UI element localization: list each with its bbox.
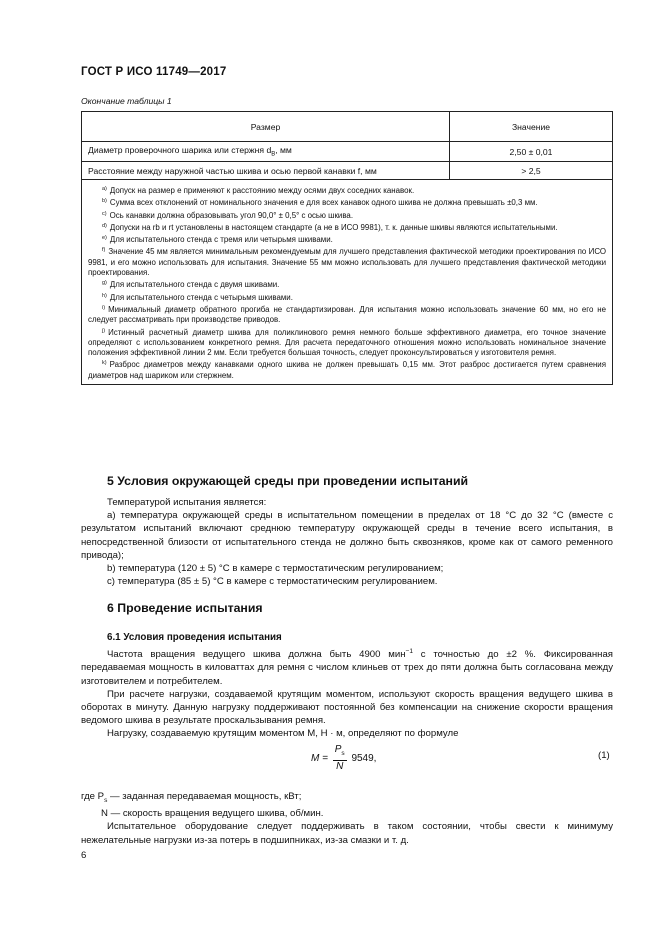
formula-fraction: $\frac{P_s}{N}$ bbox=[334, 744, 345, 772]
section-5-item-b: b) температура (120 ± 5) °С в камере с термостатическим регулированием; bbox=[107, 563, 444, 575]
col-size-header: Размер bbox=[82, 112, 450, 142]
table-row bbox=[82, 142, 613, 162]
note-c: $^{c)}$ Ось канавки должна образовывать угол 90,0° ± 0,5° с осью шкива. bbox=[102, 210, 354, 220]
paragraph-load: При расчете нагрузки, создаваемой крутящим моментом, используют скорость вращения ведущего шкива в оборотах в минуту. Данную нагрузку поддерживают постоянной без компенсации на снижение скорости вращения ведомого шкива в результате проскальзывания ремня. bbox=[81, 688, 613, 727]
note-a: $^{a)}$ Допуск на размер e применяют к расстоянию между осями двух соседних канавок. bbox=[102, 186, 415, 195]
note-i: $^{i)}$ Минимальный диаметр обратного прогиба не стандартизирован. Для испытания можно использовать значение 60 мм, но его не следует рассматривать при производстве приводов. bbox=[88, 304, 606, 325]
table-notes bbox=[82, 180, 613, 385]
spec-table bbox=[81, 111, 613, 385]
table-row bbox=[82, 162, 613, 180]
note-e: $^{e)}$ Для испытательного стенда с тремя или четырьмя шкивами. bbox=[102, 235, 333, 245]
section-5-item-c: c) температура (85 ± 5) °С в камере с термостатическим регулированием. bbox=[107, 576, 438, 588]
document-header: ГОСТ Р ИСО 11749—2017 bbox=[81, 66, 227, 78]
section-6-1-continued bbox=[81, 790, 613, 847]
note-d: $^{d)}$ Допуски на rb и rt установлены в настоящем стандарте (а не в ИСО 9981), т. к. данные шкивы являются испытательными. bbox=[102, 222, 558, 232]
where-ps: где $P_s$ — заданная передаваемая мощность, кВт; bbox=[81, 791, 302, 804]
note-b: $^{b)}$ Сумма всех отклонений от номинального значения e для всех канавок одного шкива не должна превышать ±0,3 мм. bbox=[102, 198, 538, 208]
table-caption: Окончание таблицы 1 bbox=[81, 96, 172, 106]
col-value-header: Значение bbox=[450, 112, 613, 142]
row-label: Диаметр проверочного шарика или стержня $d_B$, мм bbox=[82, 142, 450, 162]
section-5-title: 5 Условия окружающей среды при проведении испытаний bbox=[107, 474, 469, 488]
paragraph-equipment: Испытательное оборудование следует поддерживать в таком состоянии, чтобы свести к минимуму нежелательные нагрузки из-за потерь в подшипниках, из-за смазки и т. д. bbox=[81, 821, 613, 846]
page-number: 6 bbox=[81, 850, 87, 861]
table-header-row bbox=[82, 112, 613, 142]
table-notes-row bbox=[82, 180, 613, 385]
row-value: > 2,5 bbox=[450, 162, 613, 180]
section-5-item-a: a) температура окружающей среды в испытательном помещении в пределах от 18 °С до 32 °С (вместе с результатом испытаний включают среднюю температуру окружающей среды в течение всего испытания, в непосредственной близости от испытательного стенда не должно быть сквозняков, кроме как от самого ременного привода); bbox=[81, 510, 613, 561]
note-k: $^{k)}$ Разброс диаметров между канавками одного шкива не должен превышать 0,15 мм. Этот разброс достигается путем сравнения диаметров над шариком или стержнем. bbox=[88, 360, 606, 380]
section-6-1-body bbox=[81, 645, 613, 741]
note-h: $^{h)}$ Для испытательного стенда с четырьмя шкивами. bbox=[102, 292, 293, 302]
row-value: 2,50 ± 0,01 bbox=[450, 142, 613, 162]
section-5-intro: Температурой испытания является: bbox=[107, 497, 267, 508]
paragraph-formula-intro: Нагрузку, создаваемую крутящим моментом M, Н · м, определяют по формуле bbox=[107, 728, 459, 740]
formula-1: M = $\frac{P_s}{N}$ 9549, bbox=[311, 744, 377, 772]
section-5-body bbox=[81, 496, 613, 588]
note-f: $^{f)}$ Значение 45 мм является минимальным рекомендуемым для лучшего представления фактической методики проектирования по ИСО 9981, и его можно использовать для испытания. Значение 55 мм можно использовать для лучшего представления фактической методики проектирования. bbox=[88, 247, 606, 278]
note-g: $^{g)}$ Для испытательного стенда с двумя шкивами. bbox=[102, 280, 280, 290]
section-6-1-title: 6.1 Условия проведения испытания bbox=[107, 632, 282, 643]
equation-number: (1) bbox=[598, 750, 610, 761]
note-j: $^{j)}$ Истинный расчетный диаметр шкива для поликлинового ремня немного больше эффективного диаметра, его точное значение определяют с использованием конкретного ремня. Для расчета передаточного отношения можно использовать номинальное значение положения эффективной линии 2 мм. Если требуется большая точность, следует проконсультироваться у изготовителя ремня. bbox=[88, 327, 606, 358]
paragraph-speed: Частота вращения ведущего шкива должна быть 4900 мин$^{-1}$ с точностью до ±2 %. Фиксированная передаваемая мощность в киловаттах для ремня с числом клиньев от трех до пяти должна быть согласована между изготовителем и потребителем. bbox=[81, 648, 614, 687]
row-label: Расстояние между наружной частью шкива и осью первой канавки f, мм bbox=[82, 162, 450, 180]
where-n: N — скорость вращения ведущего шкива, об/мин. bbox=[101, 808, 324, 820]
section-6-title: 6 Проведение испытания bbox=[107, 601, 263, 615]
